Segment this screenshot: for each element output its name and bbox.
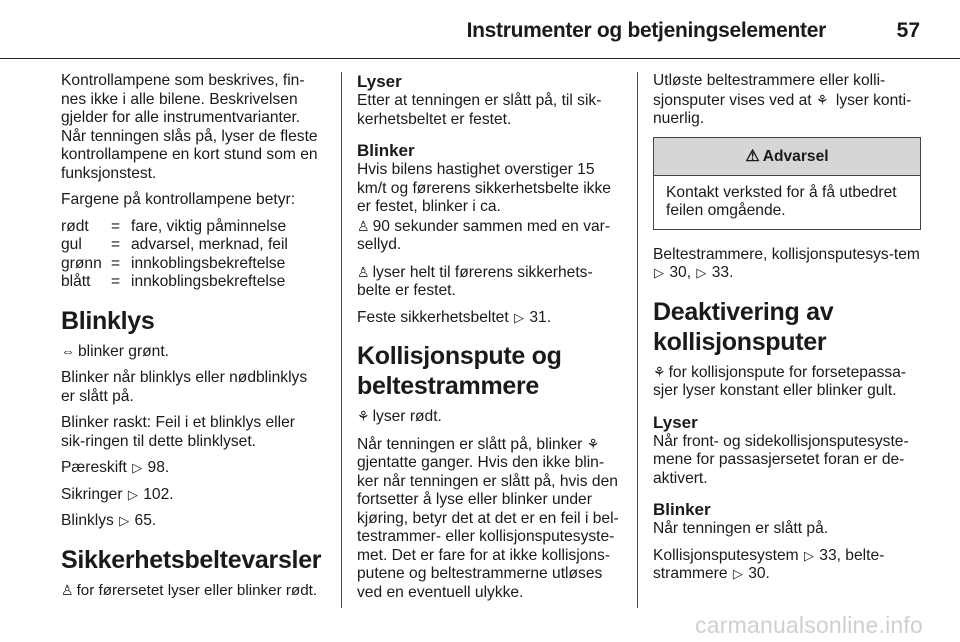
table-row [61, 273, 288, 292]
colors-intro: Fargene på kontrollampene betyr: [61, 191, 296, 208]
subheading-blinker: Blinker [653, 500, 711, 519]
seatbelt-icon: ♙ [357, 217, 370, 234]
page-ref-icon: ▷ [119, 513, 130, 528]
page-ref-icon: ▷ [696, 265, 707, 280]
section-heading-blinklys: Blinklys [61, 306, 155, 335]
airbag-icon: ⚘ [815, 91, 829, 108]
deactivation-line: ⚘ for kollisjonspute for forsetepassa-sjer lyser konstant eller blinker gult. [653, 363, 907, 399]
warning-header: ⚠ Advarsel [654, 138, 920, 176]
seatbelt-text: ♙ lyser helt til førerens sikkerhets-belte er festet. [357, 263, 593, 299]
warning-triangle-icon: ⚠ [745, 147, 760, 165]
seatbelt-icon: ♙ [61, 581, 74, 598]
page-number: 57 [896, 19, 920, 42]
airbag-icon: ⚘ [586, 435, 600, 452]
equals-sign: = [111, 254, 121, 272]
lyser-text: Etter at tenningen er slått på, til sik-kerhetsbeltet er festet. [357, 92, 602, 128]
turn-signal-icon: ⇔ [61, 342, 75, 359]
page-header [0, 0, 960, 59]
page-title: Instrumenter og betjeningselementer [466, 19, 826, 42]
cross-reference: Sikringer ▷ 102. [61, 485, 174, 503]
page-ref-icon: ▷ [654, 265, 664, 280]
page-ref-icon: ▷ [803, 547, 814, 563]
page-ref-icon: ▷ [514, 309, 525, 325]
column-3 [653, 72, 921, 592]
section-heading-seatbelt: Sikkerhetsbeltevarsler [61, 545, 322, 574]
color-meaning-table [61, 218, 288, 292]
color-name: rødt [61, 217, 89, 235]
equals-sign: = [111, 273, 121, 290]
cross-reference: Feste sikkerhetsbeltet ▷ 31. [357, 308, 552, 326]
blinker-text: Hvis bilens hastighet overstiger 15 km/t og førerens sikkerhetsbelte ikke er festet, blinker i ca. [357, 161, 611, 215]
equals-sign: = [111, 217, 121, 235]
color-meaning: advarsel, merknad, feil [131, 236, 288, 253]
subheading-lyser: Lyser [357, 72, 402, 91]
equals-sign: = [111, 236, 121, 253]
color-name: gul [61, 236, 82, 253]
subheading-blinker: Blinker [357, 141, 415, 160]
seatbelt-line: ♙ for førersetet lyser eller blinker rødt. [61, 581, 318, 599]
seatbelt-icon: ♙ [357, 263, 370, 280]
section-heading-airbag: Kollisjonspute og beltestrammere [357, 342, 562, 400]
section-heading-deactivation: Deaktivering av kollisjonsputer [653, 297, 834, 356]
blinklys-line: ⇔ blinker grønt. [61, 342, 169, 360]
watermark: carmanualsonline.info [695, 612, 923, 638]
page-ref-icon: ▷ [732, 566, 743, 581]
intro-paragraph: Kontrollampene som beskrives, fin-nes ikke i alle bilene. Beskrivelsen gjelder for alle instrumentvarianter. Når tenningen slås på, lyser de fleste kontrollampene en kort stund som en funksjonstest. [61, 72, 318, 182]
column-1 [61, 72, 323, 608]
airbag-line: ⚘ lyser rødt. [357, 408, 442, 425]
color-name: grønn [61, 254, 102, 272]
blinklys-paragraph: Blinker raskt: Feil i et blinklys eller sik-ringen til dette blinklyset. [61, 414, 295, 450]
column-divider [341, 72, 342, 608]
table-row [61, 218, 288, 237]
airbag-paragraph: Når tenningen er slått på, blinker ⚘ gjentatte ganger. Hvis den ikke blin-ker når tenningen er slått på, hvis den fortsetter å lyse eller blinker under kjøring, betyr det at det er en feil i bel-testrammer- eller kollisjonsputesyste-met. Det er fare for at ikke kollisjons-putene og beltestrammerne utløses ved en eventuell ulykke. [357, 435, 619, 601]
page-ref-icon: ▷ [127, 486, 138, 502]
cross-reference: Blinklys ▷ 65. [61, 512, 157, 529]
airbag-off-icon: ⚘ [653, 363, 666, 380]
table-row [61, 236, 288, 255]
blinklys-paragraph: Blinker når blinklys eller nødblinklys er slått på. [61, 369, 308, 405]
airbag-icon: ⚘ [357, 408, 370, 424]
cross-reference: Pæreskift ▷ 98. [61, 459, 170, 476]
page-ref-icon: ▷ [132, 460, 143, 475]
color-name: blått [61, 273, 91, 290]
color-meaning: fare, viktig påminnelse [131, 217, 287, 235]
cross-reference: Beltestrammere, kollisjonsputesys-tem ▷ 30, ▷ 33. [653, 245, 920, 281]
color-meaning: innkoblingsbekreftelse [131, 254, 286, 272]
warning-text: Kontakt verksted for å få utbedret feilen omgående. [666, 183, 897, 219]
cross-reference: Kollisjonsputesystem ▷ 33, belte-strammere ▷ 30. [653, 546, 885, 582]
lyser-text: Når front- og sidekollisjonsputesyste-mene for passasjersetet foran er de-aktivert. [653, 432, 909, 487]
column-2 [357, 72, 624, 610]
blinker-text-2: ♙ 90 sekunder sammen med en var-sellyd. [357, 217, 611, 253]
warning-box [653, 137, 921, 230]
color-meaning: innkoblingsbekreftelse [131, 273, 286, 290]
table-row [61, 255, 288, 274]
subheading-lyser: Lyser [653, 412, 698, 432]
blinker-text: Når tenningen er slått på. [653, 520, 829, 537]
deployed-paragraph: Utløste beltestrammere eller kolli-sjonsputer vises ved at ⚘ lyser konti-nuerlig. [653, 72, 912, 127]
column-divider [637, 72, 638, 608]
